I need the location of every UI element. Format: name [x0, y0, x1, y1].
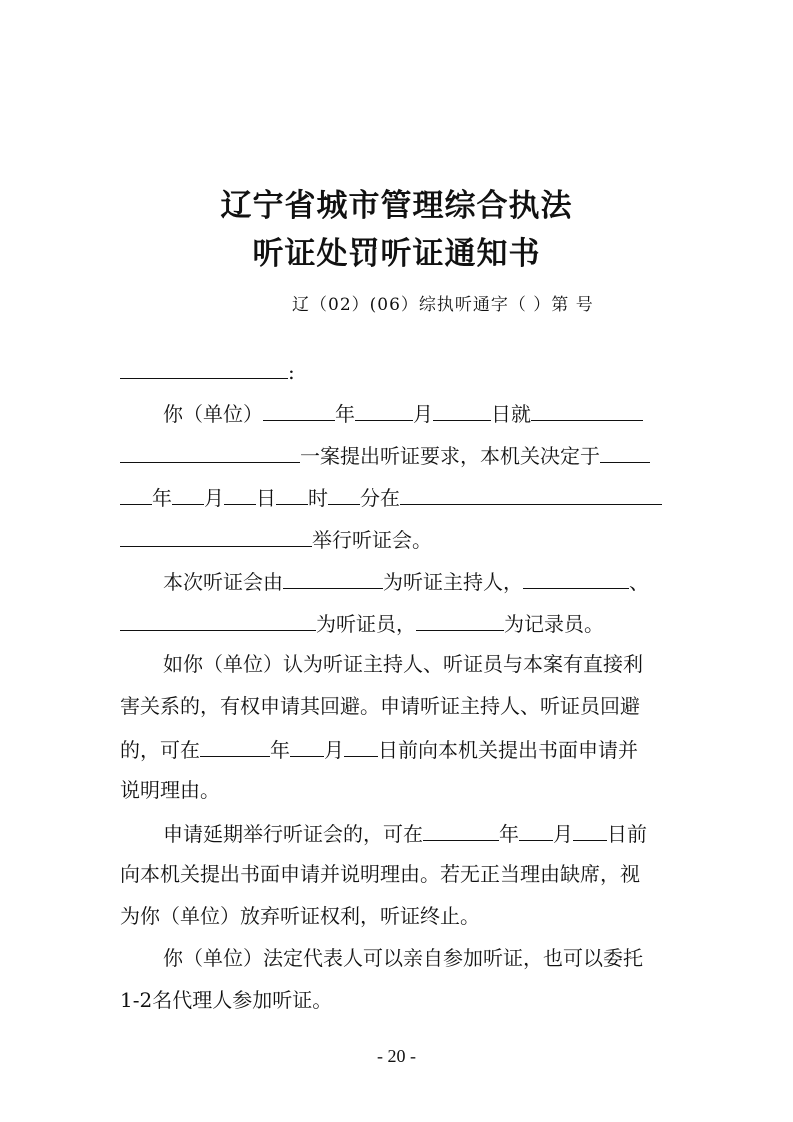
blank-field[interactable] [328, 482, 360, 505]
paragraph-5-line-1: 你（单位）法定代表人可以亲自参加听证，也可以委托 [163, 946, 643, 970]
blank-field[interactable] [433, 398, 491, 421]
text-segment: 为听证主持人， [383, 570, 523, 594]
blank-field[interactable] [120, 482, 152, 505]
paragraph-4-line-3: 为你（单位）放弃听证权利，听证终止。 [120, 904, 480, 928]
paragraph-3-line-3 [120, 734, 638, 764]
text-segment: 、 [629, 570, 649, 594]
blank-field[interactable] [200, 734, 270, 757]
paragraph-4-line-2: 向本机关提出书面申请并说明理由。若无正当理由缺席，视 [120, 862, 640, 886]
addressee-blank[interactable] [120, 356, 288, 379]
text-segment: 日前向本机关提出书面申请并 [378, 738, 638, 762]
document-number: 辽（02）(06）综执听通字（ ）第 号 [292, 295, 594, 315]
text-segment: 一案提出听证要求，本机关决定于 [300, 444, 600, 468]
paragraph-1-line-4 [120, 524, 432, 554]
blank-field[interactable] [224, 482, 256, 505]
text-segment: 本次听证会由 [163, 570, 283, 594]
addressee-colon: : [288, 360, 295, 384]
blank-field[interactable] [263, 398, 335, 421]
text-segment: 的，可在 [120, 738, 200, 762]
paragraph-1-line-2 [120, 440, 650, 470]
blank-field[interactable] [120, 440, 300, 463]
text-segment: 举行听证会。 [312, 528, 432, 552]
document-title-line-1: 辽宁省城市管理综合执法 [220, 188, 573, 224]
addressee-line [120, 356, 295, 386]
text-segment: 日 [256, 486, 276, 510]
text-segment: 申请延期举行听证会的，可在 [163, 822, 423, 846]
document-title-line-2: 听证处罚听证通知书 [252, 236, 541, 272]
text-segment: 年 [499, 822, 519, 846]
text-segment: 月 [204, 486, 224, 510]
paragraph-4-line-1 [163, 818, 647, 848]
blank-field[interactable] [344, 734, 378, 757]
text-segment: 日就 [491, 402, 531, 426]
blank-field[interactable] [531, 398, 643, 421]
blank-field[interactable] [276, 482, 308, 505]
paragraph-3-line-2: 害关系的，有权申请其回避。申请听证主持人、听证员回避 [120, 694, 640, 718]
blank-field[interactable] [120, 524, 312, 547]
text-segment: 日前 [607, 822, 647, 846]
text-segment: 时 [308, 486, 328, 510]
text-segment: 月 [324, 738, 344, 762]
paragraph-3-line-4: 说明理由。 [120, 778, 220, 802]
text-segment: 年 [335, 402, 355, 426]
blank-field[interactable] [573, 818, 607, 841]
blank-field[interactable] [423, 818, 499, 841]
text-segment: 为记录员。 [504, 612, 604, 636]
blank-field[interactable] [416, 608, 504, 631]
paragraph-3-line-1: 如你（单位）认为听证主持人、听证员与本案有直接利 [163, 652, 643, 676]
paragraph-1-line-3 [120, 482, 662, 512]
blank-field[interactable] [355, 398, 413, 421]
blank-field[interactable] [172, 482, 204, 505]
text-segment: 年 [270, 738, 290, 762]
blank-field[interactable] [290, 734, 324, 757]
text-segment: 月 [553, 822, 573, 846]
paragraph-5-line-2: 1-2名代理人参加听证。 [120, 988, 333, 1012]
blank-field[interactable] [519, 818, 553, 841]
blank-field[interactable] [600, 440, 650, 463]
page-number: - 20 - [377, 1046, 416, 1066]
blank-field[interactable] [400, 482, 662, 505]
paragraph-1-line-1 [163, 398, 643, 428]
text-segment: 分在 [360, 486, 400, 510]
text-segment: 为听证员， [316, 612, 416, 636]
blank-field[interactable] [523, 566, 629, 589]
text-segment: 你（单位） [163, 402, 263, 426]
text-segment: 月 [413, 402, 433, 426]
paragraph-2-line-2 [120, 608, 604, 638]
blank-field[interactable] [120, 608, 316, 631]
paragraph-2-line-1 [163, 566, 649, 596]
text-segment: 年 [152, 486, 172, 510]
blank-field[interactable] [283, 566, 383, 589]
